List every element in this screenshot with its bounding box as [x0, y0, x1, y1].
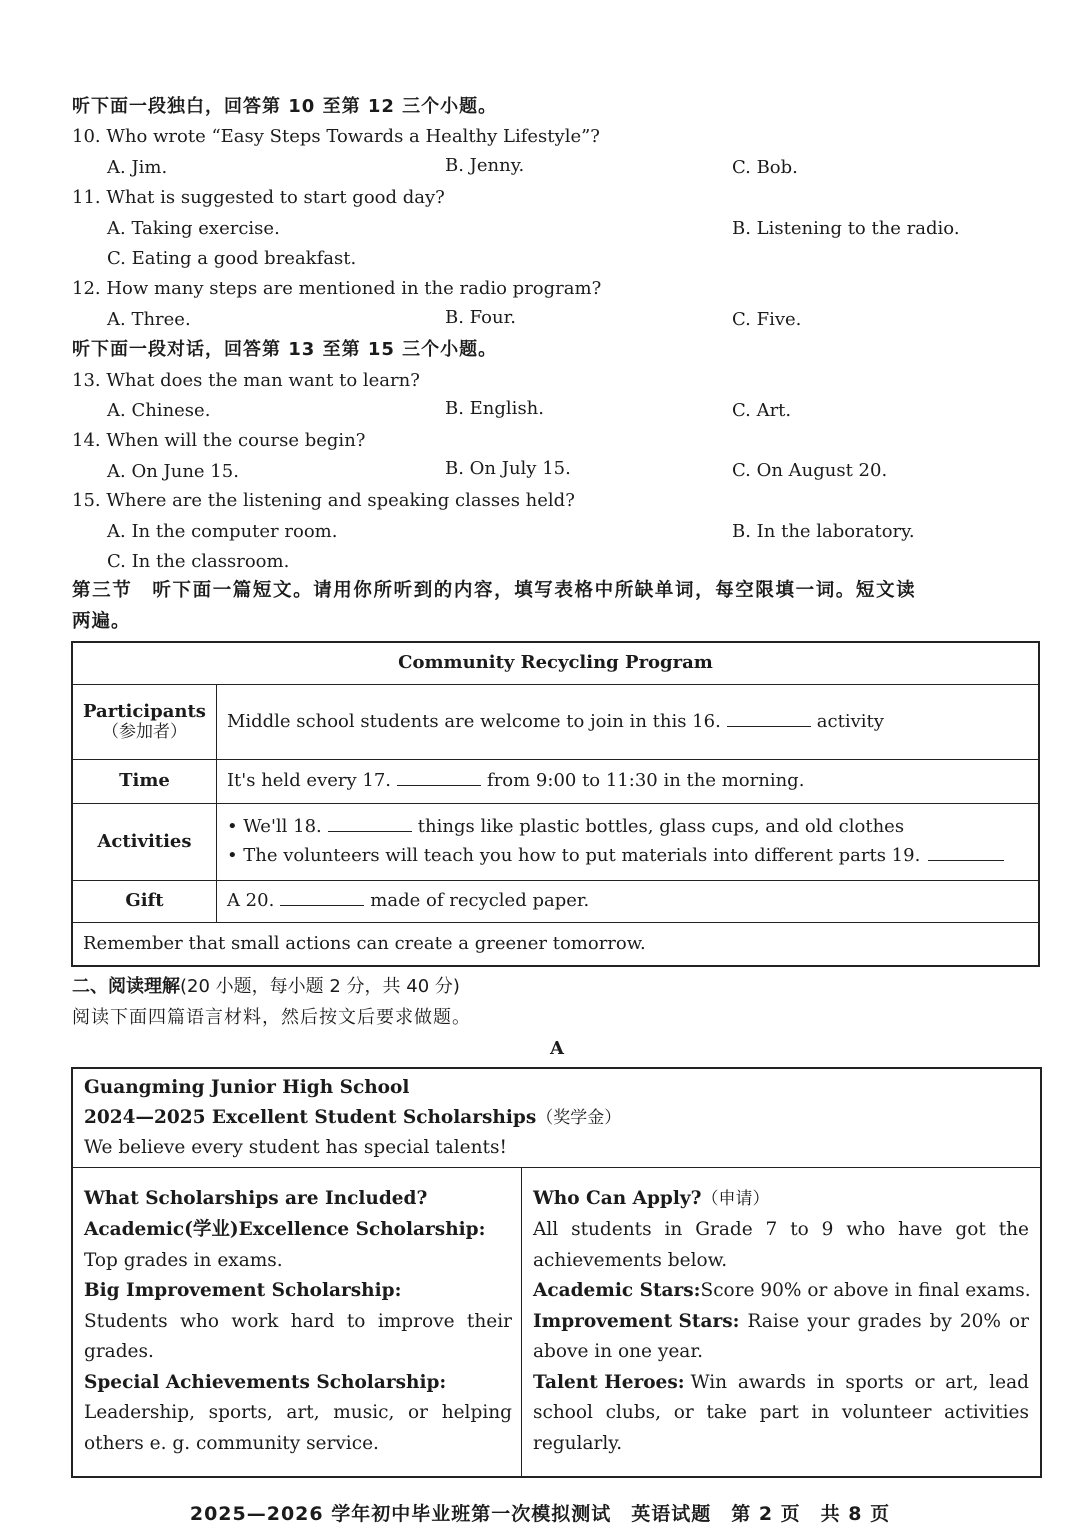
- activity-1-text-end: things like plastic bottles, glass cups, and old clothes: [417, 816, 905, 838]
- question-12-stem: 12. How many steps are mentioned in the radio program?: [72, 278, 602, 299]
- improvement-scholarship-desc-line2: grades.: [84, 1341, 154, 1362]
- question-11-stem: 11. What is suggested to start good day?: [72, 187, 445, 208]
- question-12-option-a: A. Three.: [107, 309, 191, 330]
- scholarship-motto: We believe every student has special talents!: [84, 1137, 507, 1158]
- scholarship-types-column: [73, 1168, 522, 1476]
- eligibility-column: [522, 1168, 1040, 1476]
- scholarship-title: [84, 1107, 621, 1129]
- special-scholarship-name: Special Achievements Scholarship:: [84, 1372, 447, 1393]
- scholarship-notice-box: [71, 1067, 1042, 1478]
- eligibility-heading-text: Who Can Apply?: [533, 1188, 702, 1209]
- question-10-stem: 10. Who wrote “Easy Steps Towards a Healthy Lifestyle”?: [72, 126, 600, 147]
- academic-scholarship-name: Academic(学业)Excellence Scholarship:: [84, 1219, 486, 1240]
- time-text-end: from 9:00 to 11:30 in the morning.: [487, 770, 805, 792]
- improvement-stars-desc: Raise your grades by 20% or: [747, 1311, 1029, 1332]
- participants-label-cn: （参加者）: [101, 722, 187, 743]
- participants-text: Middle school students are welcome to join in this 16.: [226, 710, 721, 732]
- eligibility-heading-cn: （申请）: [701, 1189, 770, 1209]
- question-10-option-c: C. Bob.: [732, 157, 798, 178]
- gift-content: [216, 880, 1039, 922]
- activities-content: [216, 803, 1039, 880]
- question-15-option-c: C. In the classroom.: [107, 551, 290, 572]
- eligibility-intro-line2: achievements below.: [533, 1250, 728, 1271]
- reading-heading-rest: (20 小题，每小题 2 分，共 40 分): [180, 976, 460, 997]
- question-15-option-b: B. In the laboratory.: [732, 521, 915, 542]
- talent-heroes-name: Talent Heroes:: [533, 1372, 685, 1393]
- school-name: Guangming Junior High School: [84, 1077, 410, 1098]
- question-14-option-c: C. On August 20.: [732, 460, 888, 481]
- blank-19[interactable]: [928, 846, 1004, 861]
- scholarship-title-cn: （奖学金）: [536, 1108, 622, 1128]
- question-13-option-b: B. English.: [445, 398, 544, 419]
- gift-label: Gift: [72, 880, 216, 922]
- participants-content: [216, 684, 1039, 759]
- table-footer-note: Remember that small actions can create a greener tomorrow.: [72, 922, 1039, 966]
- question-15-option-a: A. In the computer room.: [107, 521, 338, 542]
- recycling-program-table: [71, 641, 1040, 967]
- question-10-option-a: A. Jim.: [107, 157, 168, 178]
- instruction-q10-12: 听下面一段独白，回答第 10 至第 12 三个小题。: [72, 96, 498, 117]
- special-scholarship-desc-line1: Leadership, sports, art, music, or helping: [84, 1402, 512, 1423]
- question-12-option-b: B. Four.: [445, 307, 516, 328]
- instruction-q13-15: 听下面一段对话，回答第 13 至第 15 三个小题。: [72, 339, 498, 360]
- improvement-stars-line: [533, 1311, 1029, 1333]
- activity-2-text: • The volunteers will teach you how to put materials into different parts 19.: [226, 845, 921, 866]
- gift-text: A 20.: [226, 890, 275, 912]
- question-12-option-c: C. Five.: [732, 309, 802, 330]
- question-11-option-a: A. Taking exercise.: [107, 218, 280, 239]
- time-text: It's held every 17.: [226, 770, 392, 792]
- improvement-scholarship-name: Big Improvement Scholarship:: [84, 1280, 402, 1301]
- talent-heroes-desc-line3: regularly.: [533, 1433, 623, 1454]
- reading-heading: [72, 976, 460, 998]
- question-11-option-c: C. Eating a good breakfast.: [107, 248, 357, 269]
- question-11-option-b: B. Listening to the radio.: [732, 218, 960, 239]
- improvement-scholarship-desc-line1: Students who work hard to improve their: [84, 1311, 512, 1332]
- question-14-option-b: B. On July 15.: [445, 458, 571, 479]
- eligibility-intro-line1: All students in Grade 7 to 9 who have got the: [533, 1219, 1029, 1240]
- blank-18[interactable]: [328, 817, 412, 832]
- participants-label-cell: [72, 684, 216, 759]
- table-title: Community Recycling Program: [72, 642, 1039, 684]
- question-14-stem: 14. When will the course begin?: [72, 430, 366, 451]
- time-content: [216, 759, 1039, 803]
- scholarship-header: [73, 1069, 1040, 1168]
- eligibility-heading: [533, 1188, 769, 1210]
- gift-text-end: made of recycled paper.: [370, 890, 590, 912]
- question-13-option-a: A. Chinese.: [107, 400, 211, 421]
- scholarship-title-text: 2024—2025 Excellent Student Scholarships: [84, 1107, 537, 1128]
- special-scholarship-desc-line2: others e. g. community service.: [84, 1433, 379, 1454]
- talent-heroes-desc: Win awards in sports or art, lead: [690, 1372, 1029, 1393]
- participants-text-end: activity: [816, 710, 884, 732]
- section-3-instruction-line2: 两遍。: [72, 611, 131, 632]
- section-3-instruction-line1: 第三节 听下面一篇短文。请用你所听到的内容，填写表格中所缺单词，每空限填一词。短文读: [72, 580, 917, 601]
- academic-stars-desc: Score 90% or above in final exams.: [700, 1280, 1031, 1301]
- talent-heroes-desc-line2: school clubs, or take part in volunteer activities: [533, 1402, 1029, 1423]
- activities-label: Activities: [72, 803, 216, 880]
- blank-17[interactable]: [397, 771, 481, 786]
- question-13-option-c: C. Art.: [732, 400, 792, 421]
- blank-20[interactable]: [280, 891, 364, 906]
- participants-label: Participants: [83, 700, 206, 722]
- question-10-option-b: B. Jenny.: [445, 155, 525, 176]
- time-label: Time: [72, 759, 216, 803]
- blank-16[interactable]: [727, 712, 811, 727]
- talent-heroes-line: [533, 1372, 1029, 1394]
- reading-instruction: 阅读下面四篇语言材料，然后按文后要求做题。: [72, 1007, 471, 1028]
- improvement-stars-name: Improvement Stars:: [533, 1311, 740, 1332]
- academic-stars-line: [533, 1280, 1031, 1302]
- question-15-stem: 15. Where are the listening and speaking classes held?: [72, 490, 575, 511]
- passage-label-a: A: [550, 1038, 564, 1059]
- academic-scholarship-desc: Top grades in exams.: [84, 1250, 283, 1271]
- academic-stars-name: Academic Stars:: [533, 1280, 701, 1301]
- improvement-stars-desc-line2: above in one year.: [533, 1341, 704, 1362]
- question-14-option-a: A. On June 15.: [107, 461, 239, 482]
- types-heading: What Scholarships are Included?: [84, 1188, 428, 1209]
- reading-heading-bold: 二、阅读理解: [72, 976, 180, 997]
- page-footer: 2025—2026 学年初中毕业班第一次模拟测试 英语试题 第 2 页 共 8 页: [189, 1503, 891, 1525]
- activity-1-text: • We'll 18.: [226, 816, 322, 838]
- question-13-stem: 13. What does the man want to learn?: [72, 370, 420, 391]
